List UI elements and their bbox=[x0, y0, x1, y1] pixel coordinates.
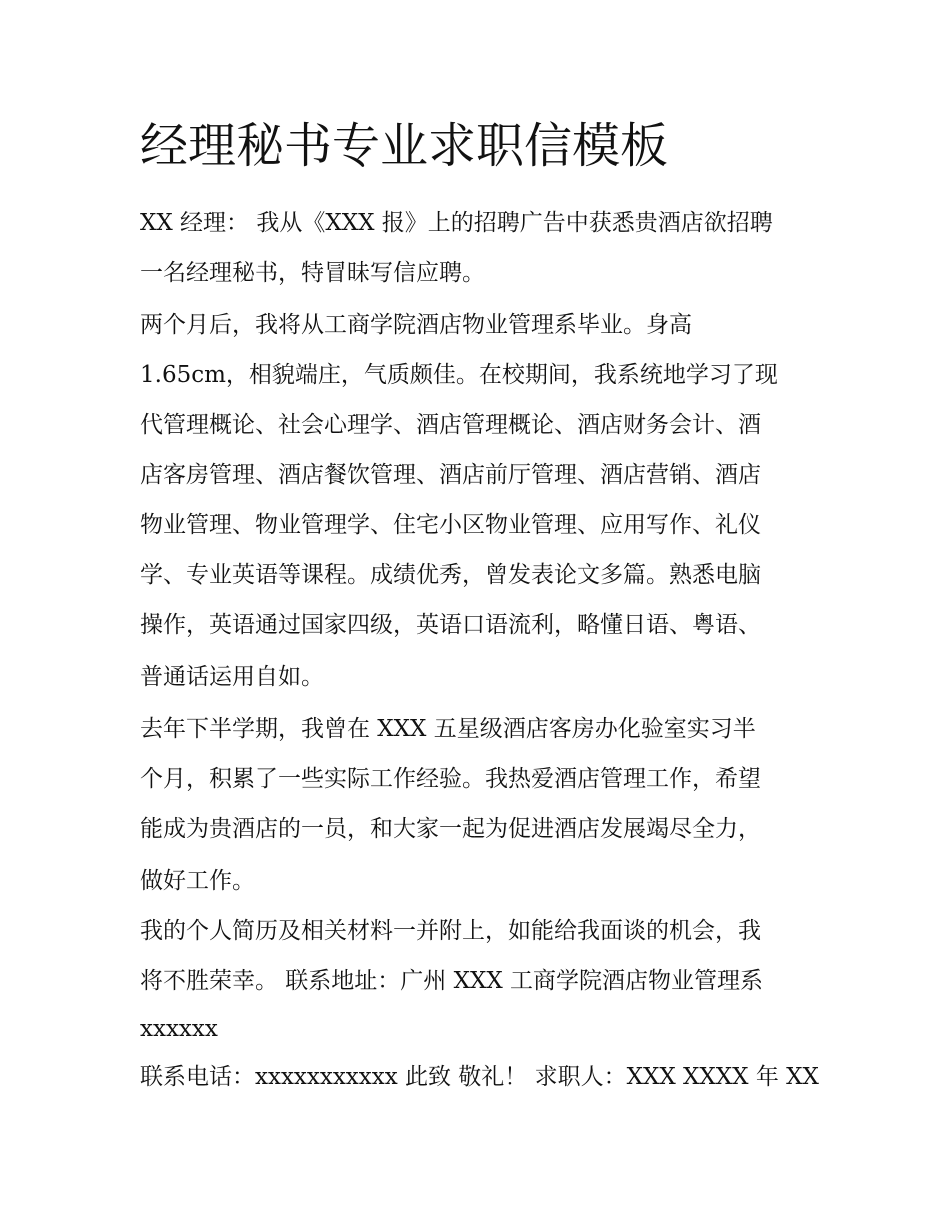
body-line: 店客房管理、酒店餐饮管理、酒店前厅管理、酒店营销、酒店 bbox=[140, 462, 761, 488]
body-line: 能成为贵酒店的一员，和大家一起为促进酒店发展竭尽全力， bbox=[140, 816, 761, 842]
body-line: 我的个人简历及相关材料一并附上，如能给我面谈的机会，我 bbox=[140, 918, 761, 944]
body-line: 两个月后，我将从工商学院酒店物业管理系毕业。身高 bbox=[140, 312, 692, 338]
body-line: 去年下半学期，我曾在 XXX 五星级酒店客房办化验室实习半 bbox=[140, 716, 756, 742]
body-line: 物业管理、物业管理学、住宅小区物业管理、应用写作、礼仪 bbox=[140, 512, 761, 538]
body-line: 将不胜荣幸。 联系地址：广州 XXX 工商学院酒店物业管理系 bbox=[140, 968, 764, 994]
body-line: XX 经理： 我从《XXX 报》上的招聘广告中获悉贵酒店欲招聘 bbox=[140, 210, 773, 236]
body-line: 普通话运用自如。 bbox=[140, 664, 324, 690]
document-title: 经理秘书专业求职信模板 bbox=[140, 118, 669, 174]
body-line: 学、专业英语等课程。成绩优秀，曾发表论文多篇。熟悉电脑 bbox=[140, 562, 761, 588]
body-line: 1.65cm，相貌端庄，气质颇佳。在校期间，我系统地学习了现 bbox=[140, 362, 778, 388]
body-line: 个月，积累了一些实际工作经验。我热爱酒店管理工作，希望 bbox=[140, 766, 761, 792]
body-line: 一名经理秘书，特冒昧写信应聘。 bbox=[140, 260, 485, 286]
body-line: xxxxxx bbox=[140, 1016, 218, 1042]
body-line: 操作，英语通过国家四级，英语口语流利，略懂日语、粤语、 bbox=[140, 612, 761, 638]
body-line: 联系电话：xxxxxxxxxxx 此致 敬礼！ 求职人：XXX XXXX 年 XX bbox=[140, 1064, 819, 1090]
body-line: 做好工作。 bbox=[140, 868, 255, 894]
body-line: 代管理概论、社会心理学、酒店管理概论、酒店财务会计、酒 bbox=[140, 412, 761, 438]
